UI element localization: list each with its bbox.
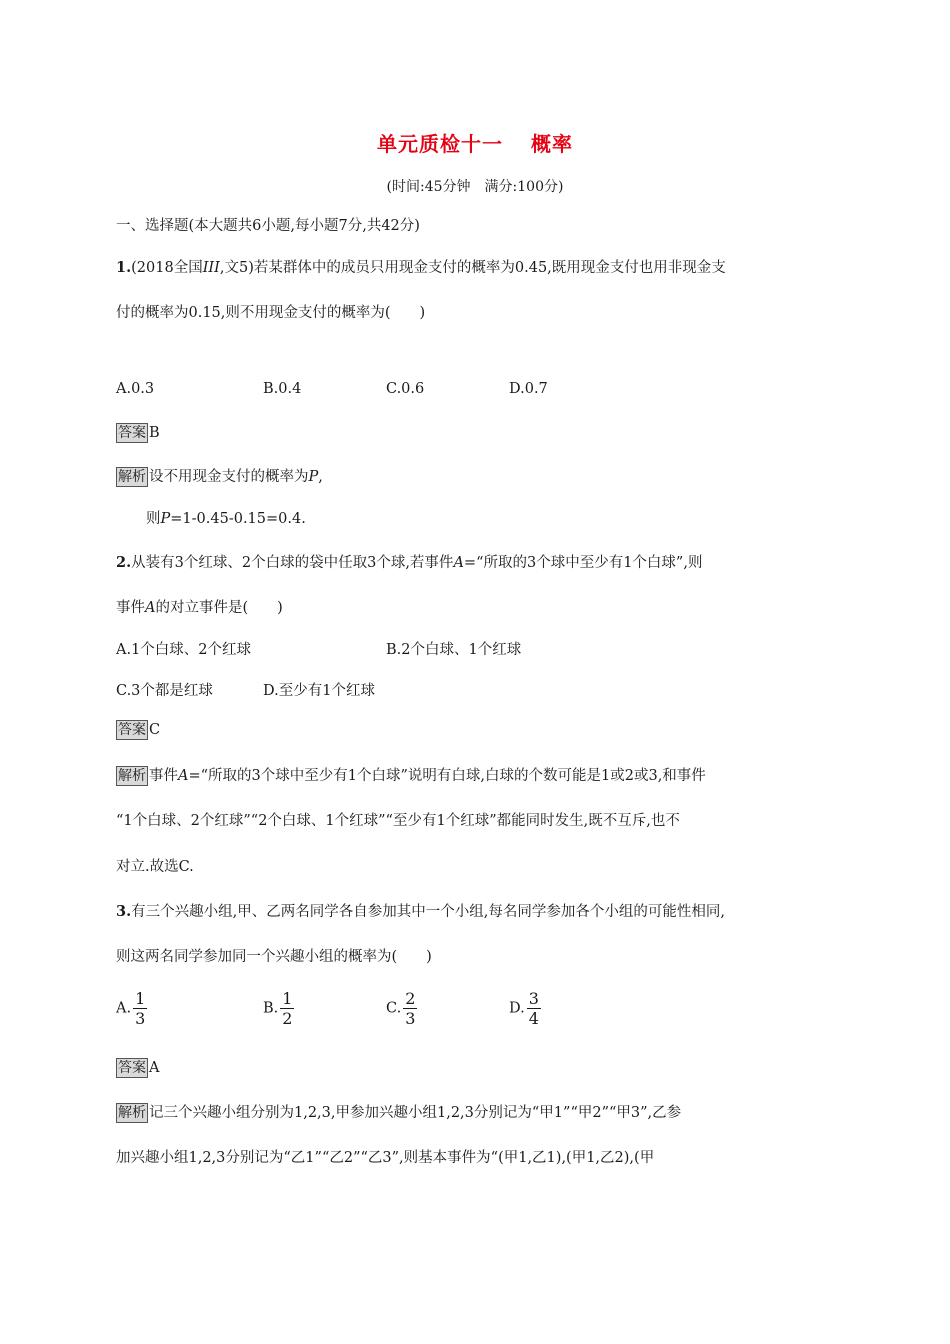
q2-line2-pre: 事件 [116,600,145,616]
q1-var-p: P [308,469,319,485]
q3-option-d-label: D. [509,1000,525,1017]
q1-analysis-2 [146,507,306,528]
fraction-denominator: 3 [405,1009,416,1028]
q1-analysis2-post: =1-0.45-0.15=0.4. [170,511,306,527]
q2-analysis-pre: 事件 [149,768,178,784]
q3-option-c-label: C. [386,1000,402,1017]
q1-answer-value: B [149,425,160,441]
q1-source-roman: III [202,260,220,276]
q3-line-1 [116,900,725,921]
answer-tag: 答案 [118,722,146,738]
q3-option-b-fraction [280,989,294,1028]
q2-analysis-2: “1个白球、2个红球”“2个白球、1个红球”“至少有1个红球”都能同时发生,既不互斥,也不 [116,813,680,829]
analysis-tag: 解析 [118,469,146,485]
q2-line2-post: 的对立事件是( ) [155,600,283,616]
q3-option-c-fraction [403,989,417,1028]
title-main: 单元质检十一 [377,132,503,156]
fraction-denominator: 2 [282,1009,293,1028]
q2-option-d: D.至少有1个红球 [263,683,375,699]
q3-answer-value: A [149,1060,160,1076]
q2-number: 2. [116,554,132,571]
q1-option-a: A.0.3 [116,381,155,397]
q1-stem: ,文5)若某群体中的成员只用现金支付的概率为0.45,既用现金支付也用非现金支 [219,260,726,276]
q2-analysis-post: =“所取的3个球中至少有1个白球”说明有白球,白球的个数可能是1或2或3,和事件 [188,768,706,784]
fraction-numerator: 1 [135,989,146,1008]
q2-answer-value: C [149,722,161,738]
q2-var-a: A [453,555,464,571]
q1-analysis-text: 设不用现金支付的概率为 [149,469,309,485]
q2-analysis-var-a: A [178,768,189,784]
q3-stem: 有三个兴趣小组,甲、乙两名同学各自参加其中一个小组,每名同学参加各个小组的可能性相同, [131,904,725,920]
title-sub: 概率 [531,132,573,156]
q3-analysis-2: 加兴趣小组1,2,3分别记为“乙1”“乙2”“乙3”,则基本事件为“(甲1,乙1),(甲1,乙2),(甲 [116,1150,655,1166]
q1-number: 1. [116,259,132,276]
q3-option-b-label: B. [263,1000,279,1017]
exam-info: (时间:45分钟 满分:100分) [386,179,564,195]
q3-option-a-fraction [133,989,147,1028]
q2-option-a: A.1个白球、2个红球 [116,642,252,658]
q2-stem-pre: 从装有3个红球、2个白球的袋中任取3个球,若事件 [131,555,454,571]
fraction-denominator: 3 [135,1009,146,1028]
q2-option-b: B.2个白球、1个红球 [386,642,522,658]
q3-analysis-text: 记三个兴趣小组分别为1,2,3,甲参加兴趣小组1,2,3分别记为“甲1”“甲2”“甲3”,乙参 [149,1105,682,1121]
fraction-numerator: 1 [282,989,293,1008]
page-title [0,128,950,157]
q3-answer [116,1058,159,1078]
q3-number: 3. [116,903,132,920]
q1-line-2: 付的概率为0.15,则不用现金支付的概率为( ) [116,305,426,321]
section-heading: 一、选择题(本大题共6小题,每小题7分,共42分) [116,218,420,234]
q3-option-b [263,989,294,1028]
q1-source: (2018全国 [131,260,203,276]
q2-analysis-3: 对立.故选C. [116,859,194,875]
q3-option-d-fraction [527,989,541,1028]
q2-analysis-1 [116,764,706,786]
fraction-denominator: 4 [528,1009,539,1028]
q1-option-c: C.0.6 [386,381,425,397]
q3-option-a-label: A. [116,1000,132,1017]
q1-analysis2-pre: 则 [146,511,161,527]
q1-line-1 [116,256,726,277]
fraction-numerator: 2 [405,989,416,1008]
q2-line-2 [116,596,283,617]
q1-analysis-1 [116,465,323,487]
fraction-numerator: 3 [528,989,539,1008]
answer-tag: 答案 [118,1060,146,1076]
q2-line-1 [116,551,702,572]
q3-option-a [116,989,147,1028]
q3-analysis-1 [116,1101,681,1123]
q3-option-d [509,989,541,1028]
analysis-tag: 解析 [118,1105,146,1121]
q2-answer [116,720,160,740]
q2-var-a2: A [145,600,156,616]
q2-option-c: C.3个都是红球 [116,683,213,699]
q3-line-2: 则这两名同学参加同一个兴趣小组的概率为( ) [116,949,432,965]
q1-option-d: D.0.7 [509,381,548,397]
q2-stem-post: =“所取的3个球中至少有1个白球”,则 [463,555,703,571]
q1-var-p2: P [160,511,171,527]
analysis-tag: 解析 [118,768,146,784]
answer-tag: 答案 [118,425,146,441]
q3-option-c [386,989,417,1028]
q1-analysis-punct: , [318,469,323,485]
q1-answer [116,423,160,443]
q1-option-b: B.0.4 [263,381,302,397]
